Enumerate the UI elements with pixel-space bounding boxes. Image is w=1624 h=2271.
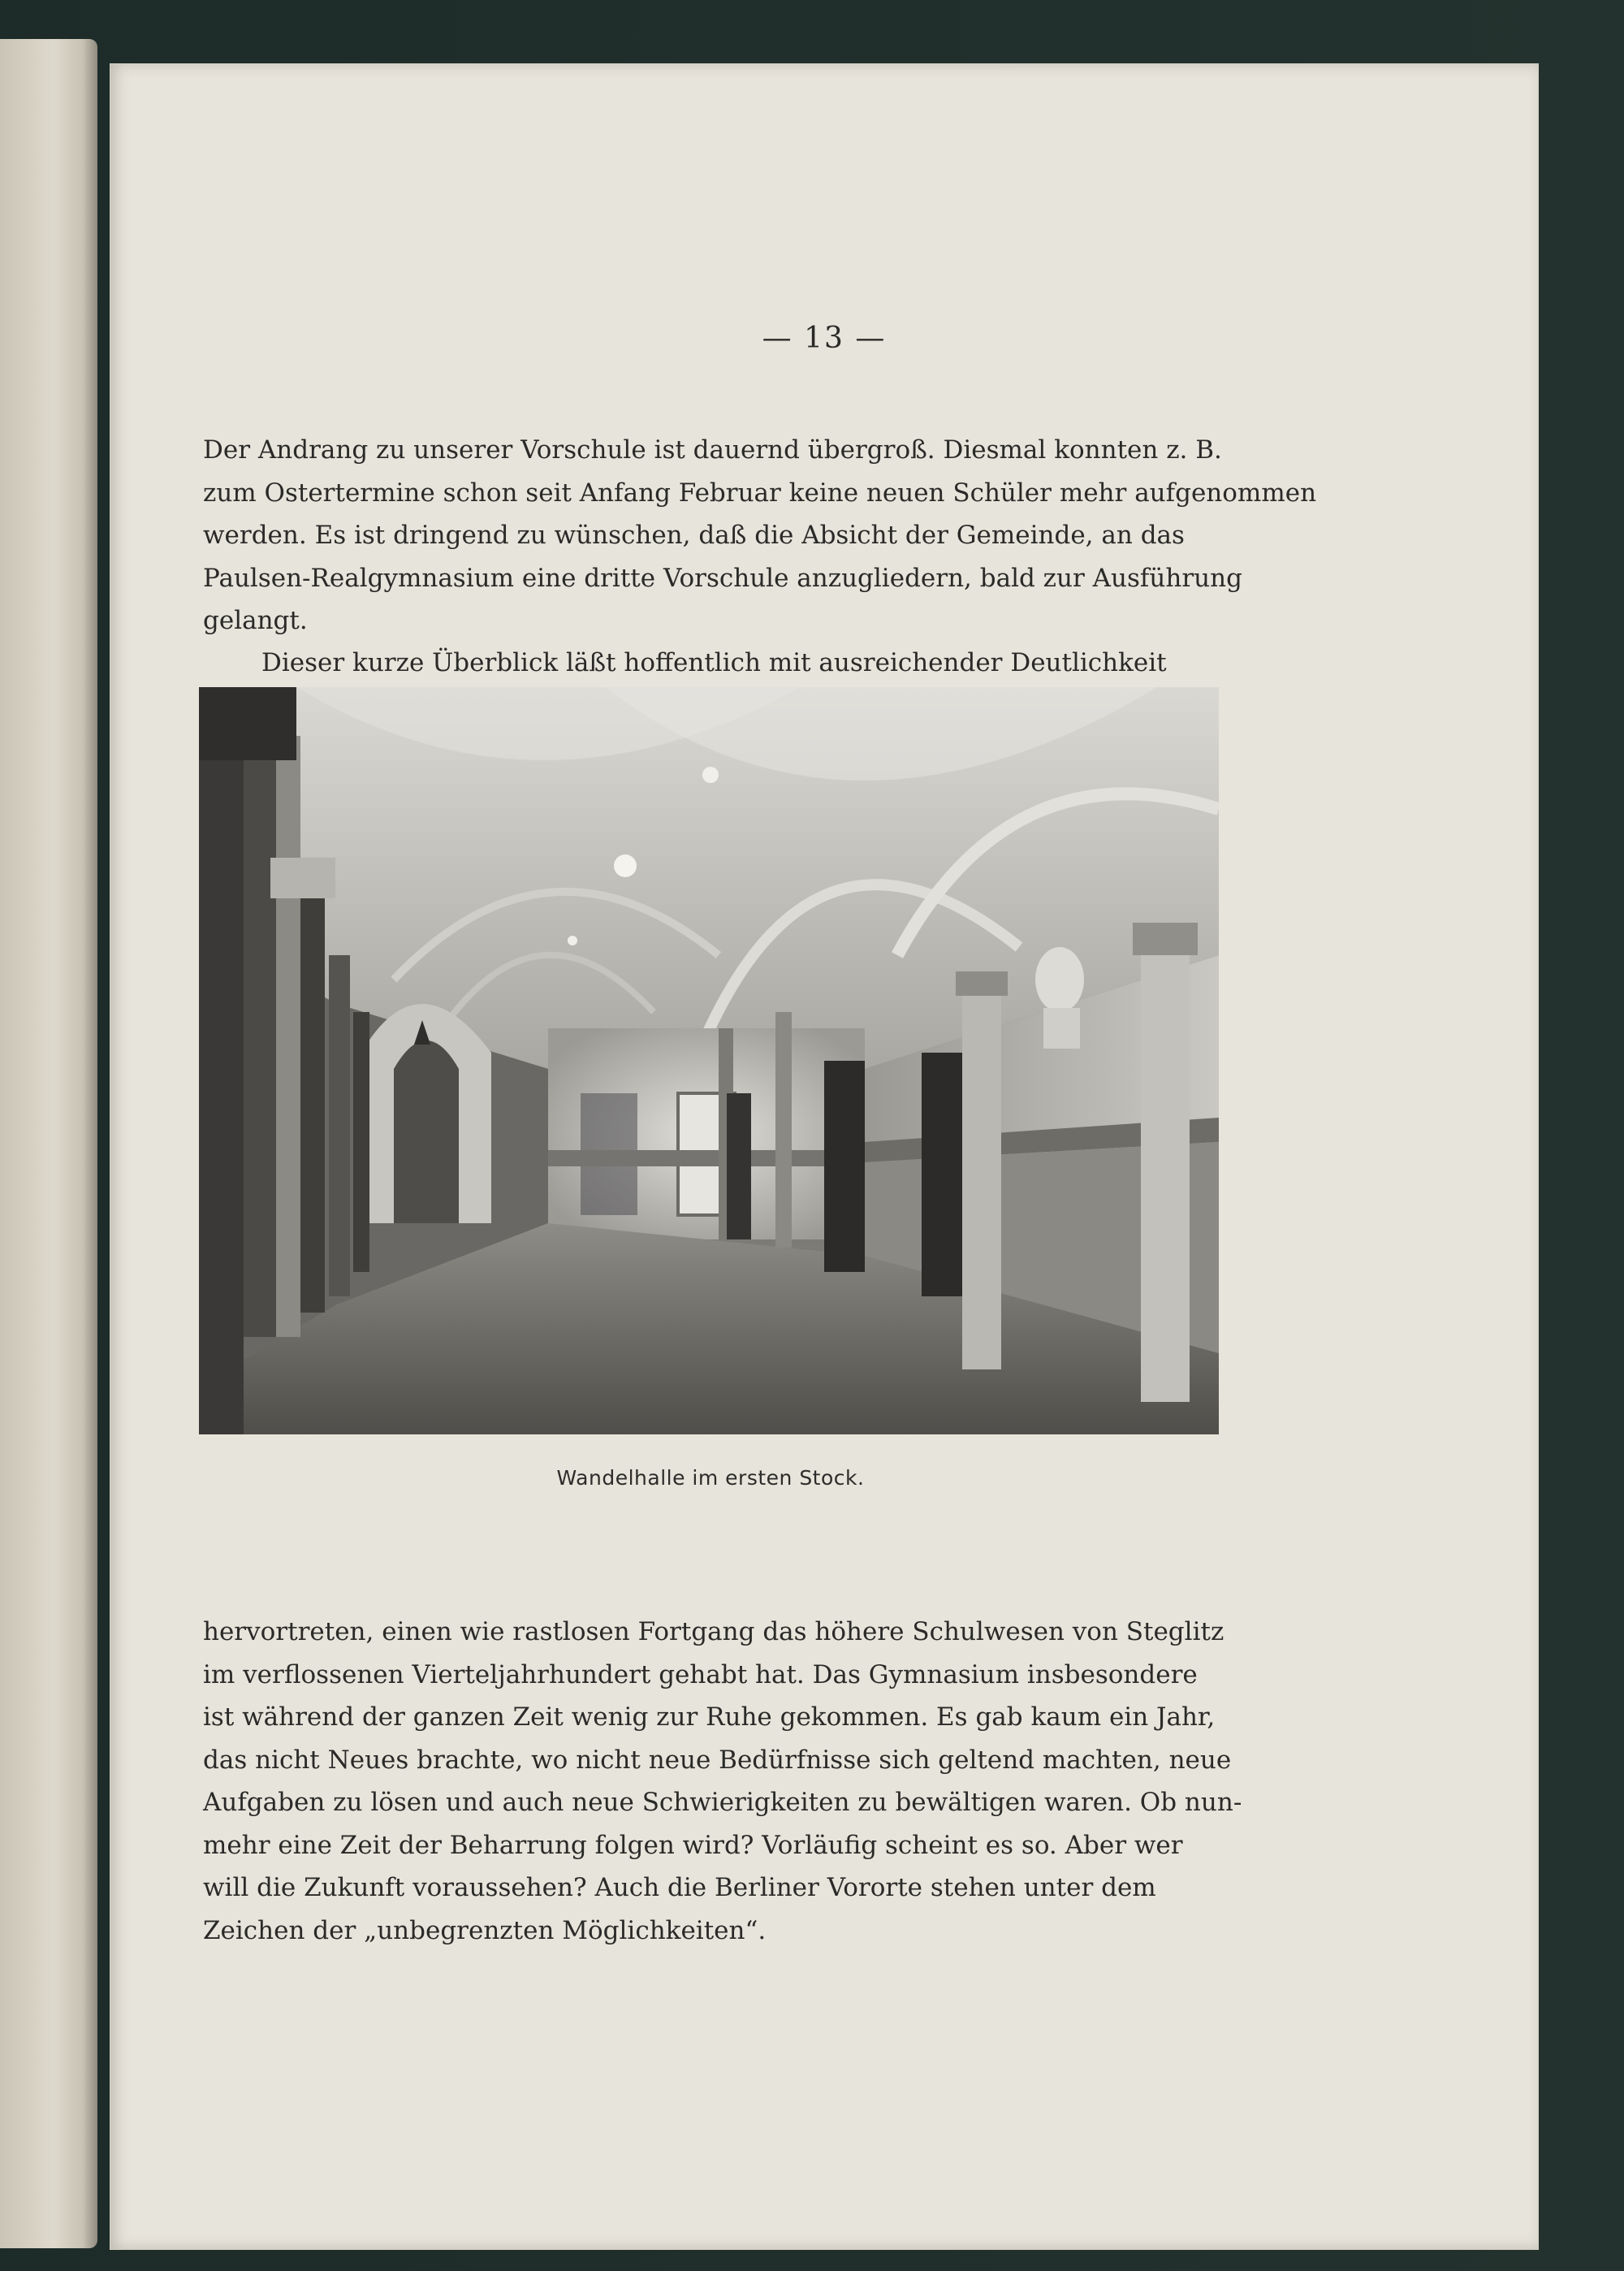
- paragraph-vorschule: [203, 429, 1332, 642]
- left-page-edge: [0, 39, 97, 2248]
- text-line: Paulsen-Realgymnasium eine dritte Vorschule anzugliedern, bald zur Ausführung: [203, 563, 1242, 593]
- text-line: Dieser kurze Überblick läßt hoffentlich mit ausreichender Deutlichkeit: [261, 648, 1167, 677]
- text-line: gelangt.: [203, 606, 308, 635]
- text-line: das nicht Neues brachte, wo nicht neue Bedürfnisse sich geltend machten, neue: [203, 1745, 1232, 1775]
- hallway-photograph: [199, 687, 1219, 1434]
- paragraph-fortgang: [203, 1611, 1332, 1952]
- text-line: mehr eine Zeit der Beharrung folgen wird? Vorläufig scheint es so. Aber wer: [203, 1830, 1183, 1860]
- text-line: zum Ostertermine schon seit Anfang Februar keine neuen Schüler mehr aufgenommen: [203, 478, 1317, 508]
- hallway-photo-drawing: [199, 687, 1219, 1434]
- text-line: im verflossenen Vierteljahrhundert gehabt hat. Das Gymnasium insbesondere: [203, 1659, 1198, 1689]
- book-page: [110, 63, 1539, 2250]
- text-line: will die Zukunft voraussehen? Auch die Berliner Vororte stehen unter dem: [203, 1873, 1156, 1902]
- text-line: Der Andrang zu unserer Vorschule ist dauernd übergroß. Diesmal konnten z. B.: [203, 435, 1222, 465]
- page-number: — 13 —: [762, 322, 887, 355]
- text-line: Zeichen der „unbegrenzten Möglichkeiten“.: [203, 1915, 767, 1945]
- paragraph-ueberblick-start: [203, 642, 1332, 685]
- figure-caption: Wandelhalle im ersten Stock.: [556, 1466, 865, 1490]
- text-line: werden. Es ist dringend zu wünschen, daß die Absicht der Gemeinde, an das: [203, 521, 1185, 550]
- text-line: hervortreten, einen wie rastlosen Fortgang das höhere Schulwesen von Steglitz: [203, 1617, 1224, 1646]
- text-line: Aufgaben zu lösen und auch neue Schwierigkeiten zu bewältigen waren. Ob nun-: [203, 1788, 1242, 1817]
- text-line: ist während der ganzen Zeit wenig zur Ruhe gekommen. Es gab kaum ein Jahr,: [203, 1702, 1216, 1732]
